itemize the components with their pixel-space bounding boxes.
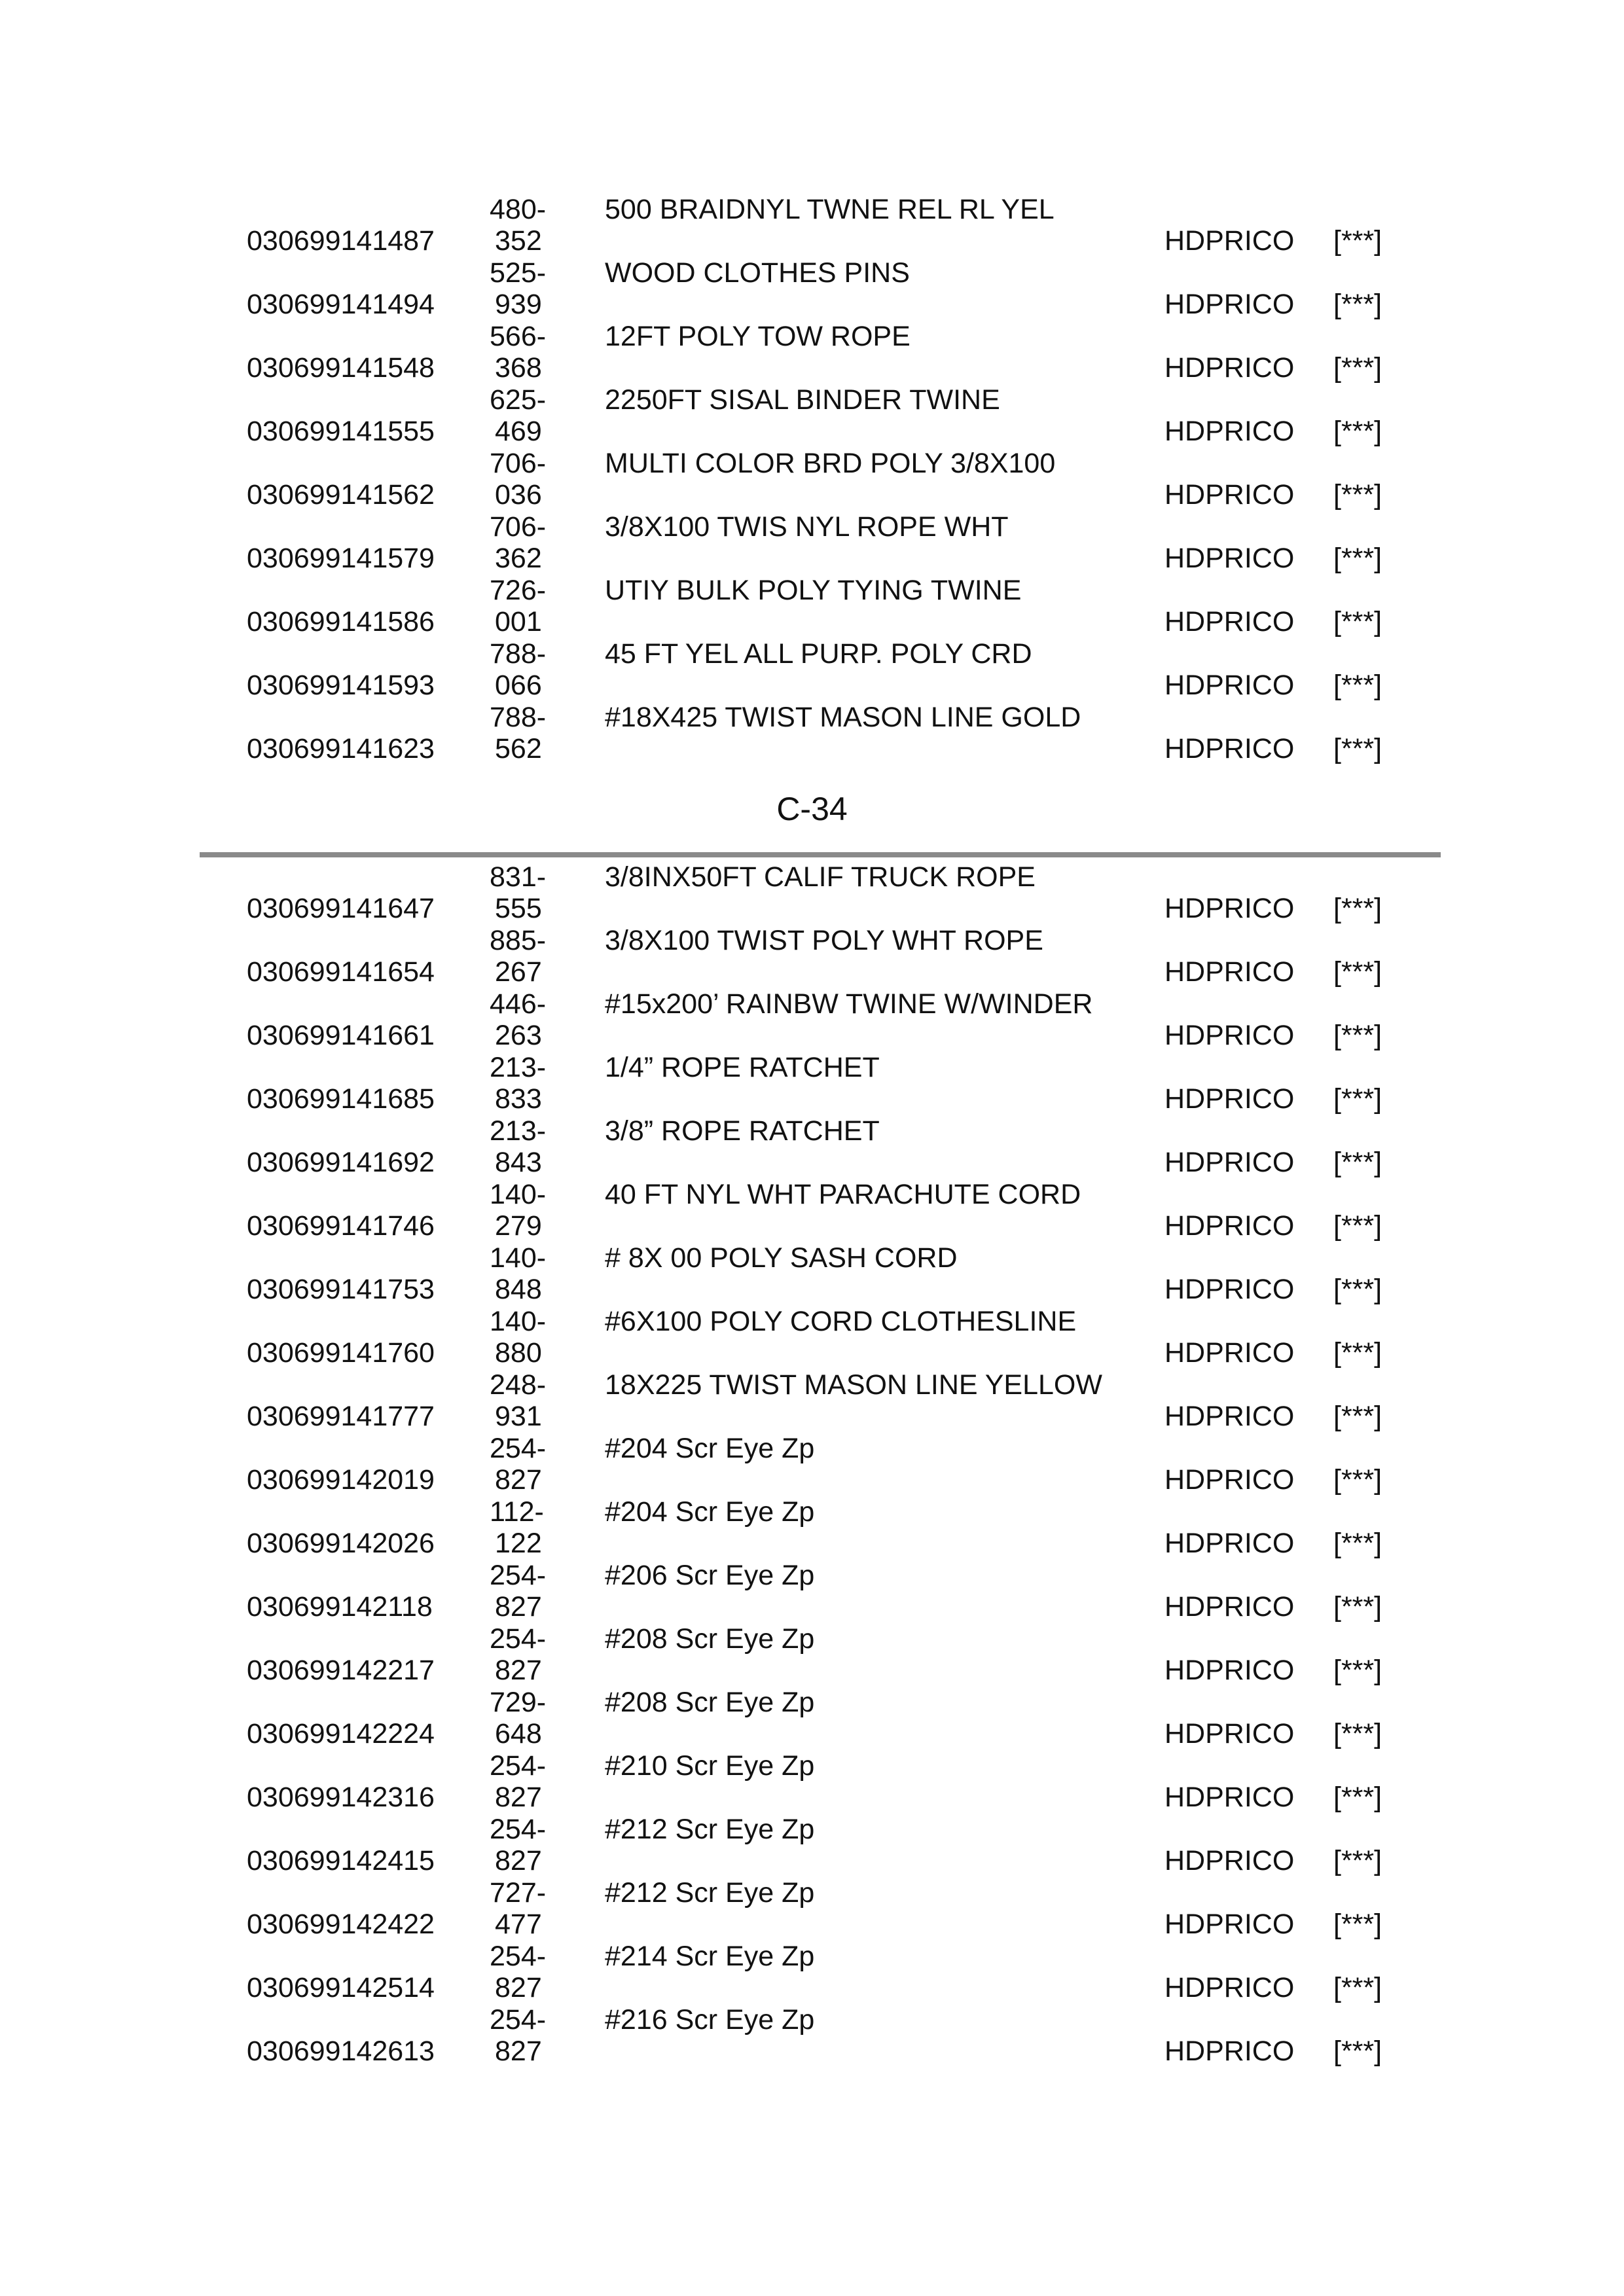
upc-code: 030699142514 <box>247 1972 435 2003</box>
price-value: [***] <box>1333 1591 1382 1623</box>
item-description: 3/8” ROPE RATCHET <box>605 1115 880 1147</box>
item-number-bottom: 001 <box>495 606 542 637</box>
item-number-top: 254- <box>490 1623 547 1655</box>
item-number-top: 254- <box>490 1433 547 1464</box>
item-number-bottom: 066 <box>495 670 542 701</box>
table-row <box>0 448 1624 511</box>
price-value: [***] <box>1333 352 1382 384</box>
vendor-code: HDPRICO <box>1164 1147 1295 1178</box>
item-description: #214 Scr Eye Zp <box>605 1941 815 1972</box>
item-number-top: 254- <box>490 1814 547 1845</box>
item-number-top: 213- <box>490 1052 547 1083</box>
vendor-code: HDPRICO <box>1164 543 1295 574</box>
item-number-bottom: 648 <box>495 1718 542 1749</box>
upc-code: 030699142415 <box>247 1845 435 1876</box>
vendor-code: HDPRICO <box>1164 416 1295 447</box>
item-number-top: 706- <box>490 448 547 479</box>
item-description: 3/8INX50FT CALIF TRUCK ROPE <box>605 861 1036 893</box>
vendor-code: HDPRICO <box>1164 670 1295 701</box>
table-row <box>0 1877 1624 1941</box>
item-description: MULTI COLOR BRD POLY 3/8X100 <box>605 448 1056 479</box>
upc-code: 030699141753 <box>247 1274 435 1305</box>
vendor-code: HDPRICO <box>1164 1083 1295 1115</box>
vendor-code: HDPRICO <box>1164 1782 1295 1813</box>
item-description: #212 Scr Eye Zp <box>605 1877 815 1909</box>
price-value: [***] <box>1333 1845 1382 1876</box>
item-number-top: 140- <box>490 1306 547 1337</box>
vendor-code: HDPRICO <box>1164 225 1295 257</box>
table-row <box>0 321 1624 384</box>
table-row <box>0 1623 1624 1687</box>
item-number-bottom: 843 <box>495 1147 542 1178</box>
table-row <box>0 384 1624 448</box>
upc-code: 030699141579 <box>247 543 435 574</box>
item-number-top: 254- <box>490 1560 547 1591</box>
table-row <box>0 1560 1624 1623</box>
upc-code: 030699141647 <box>247 893 435 924</box>
table-row <box>0 861 1624 925</box>
table-row <box>0 1941 1624 2004</box>
page-number: C-34 <box>776 791 848 827</box>
price-list-section-1 <box>0 194 1624 765</box>
item-description: # 8X 00 POLY SASH CORD <box>605 1242 958 1274</box>
vendor-code: HDPRICO <box>1164 1909 1295 1940</box>
upc-code: 030699141494 <box>247 289 435 320</box>
page-separator-rule <box>200 852 1441 857</box>
item-description: 3/8X100 TWIS NYL ROPE WHT <box>605 511 1009 543</box>
vendor-code: HDPRICO <box>1164 1401 1295 1432</box>
upc-code: 030699141685 <box>247 1083 435 1115</box>
vendor-code: HDPRICO <box>1164 1020 1295 1051</box>
upc-code: 030699141760 <box>247 1337 435 1369</box>
upc-code: 030699141661 <box>247 1020 435 1051</box>
item-number-top: 727- <box>490 1877 547 1909</box>
price-value: [***] <box>1333 1274 1382 1305</box>
table-row <box>0 1052 1624 1115</box>
vendor-code: HDPRICO <box>1164 479 1295 511</box>
vendor-code: HDPRICO <box>1164 893 1295 924</box>
item-number-bottom: 122 <box>495 1528 542 1559</box>
table-row <box>0 1306 1624 1369</box>
vendor-code: HDPRICO <box>1164 352 1295 384</box>
item-description: #6X100 POLY CORD CLOTHESLINE <box>605 1306 1077 1337</box>
item-number-top: 885- <box>490 925 547 956</box>
price-value: [***] <box>1333 1464 1382 1496</box>
item-number-bottom: 555 <box>495 893 542 924</box>
item-number-top: 788- <box>490 702 547 733</box>
price-value: [***] <box>1333 733 1382 764</box>
vendor-code: HDPRICO <box>1164 606 1295 637</box>
item-description: #206 Scr Eye Zp <box>605 1560 815 1591</box>
vendor-code: HDPRICO <box>1164 1972 1295 2003</box>
item-description: #212 Scr Eye Zp <box>605 1814 815 1845</box>
item-number-top: 254- <box>490 1941 547 1972</box>
item-number-bottom: 352 <box>495 225 542 257</box>
price-value: [***] <box>1333 1782 1382 1813</box>
upc-code: 030699141777 <box>247 1401 435 1432</box>
item-number-top: 112- <box>490 1496 544 1528</box>
item-number-bottom: 827 <box>495 1655 542 1686</box>
upc-code: 030699142316 <box>247 1782 435 1813</box>
table-row <box>0 1496 1624 1560</box>
upc-code: 030699142422 <box>247 1909 435 1940</box>
item-number-top: 446- <box>490 988 547 1020</box>
item-number-top: 566- <box>490 321 547 352</box>
price-value: [***] <box>1333 225 1382 257</box>
item-description: #208 Scr Eye Zp <box>605 1623 815 1655</box>
item-number-top: 831- <box>490 861 547 893</box>
table-row <box>0 257 1624 321</box>
upc-code: 030699141654 <box>247 956 435 988</box>
item-number-bottom: 931 <box>495 1401 542 1432</box>
vendor-code: HDPRICO <box>1164 1718 1295 1749</box>
price-list-section-2 <box>0 861 1624 2068</box>
price-value: [***] <box>1333 416 1382 447</box>
item-number-top: 140- <box>490 1179 547 1210</box>
item-number-top: 254- <box>490 2004 547 2036</box>
item-number-bottom: 267 <box>495 956 542 988</box>
price-value: [***] <box>1333 479 1382 511</box>
table-row <box>0 1242 1624 1306</box>
item-number-top: 140- <box>490 1242 547 1274</box>
table-row <box>0 1814 1624 1877</box>
item-number-top: 788- <box>490 638 547 670</box>
vendor-code: HDPRICO <box>1164 1655 1295 1686</box>
upc-code: 030699142026 <box>247 1528 435 1559</box>
item-number-top: 729- <box>490 1687 547 1718</box>
price-value: [***] <box>1333 2036 1382 2067</box>
upc-code: 030699142613 <box>247 2036 435 2067</box>
item-number-top: 726- <box>490 575 547 606</box>
item-description: #18X425 TWIST MASON LINE GOLD <box>605 702 1081 733</box>
price-value: [***] <box>1333 289 1382 320</box>
vendor-code: HDPRICO <box>1164 1274 1295 1305</box>
item-number-bottom: 880 <box>495 1337 542 1369</box>
item-description: #208 Scr Eye Zp <box>605 1687 815 1718</box>
item-number-bottom: 368 <box>495 352 542 384</box>
upc-code: 030699142019 <box>247 1464 435 1496</box>
item-number-top: 254- <box>490 1750 547 1782</box>
item-description: WOOD CLOTHES PINS <box>605 257 910 289</box>
price-value: [***] <box>1333 1528 1382 1559</box>
item-number-bottom: 827 <box>495 1972 542 2003</box>
item-number-bottom: 848 <box>495 1274 542 1305</box>
item-number-top: 525- <box>490 257 547 289</box>
upc-code: 030699141746 <box>247 1210 435 1242</box>
item-description: 3/8X100 TWIST POLY WHT ROPE <box>605 925 1043 956</box>
upc-code: 030699141562 <box>247 479 435 511</box>
item-number-bottom: 827 <box>495 1782 542 1813</box>
table-row <box>0 511 1624 575</box>
table-row <box>0 575 1624 638</box>
upc-code: 030699142118 <box>247 1591 433 1623</box>
upc-code: 030699142224 <box>247 1718 435 1749</box>
item-description: 18X225 TWIST MASON LINE YELLOW <box>605 1369 1102 1401</box>
upc-code: 030699141555 <box>247 416 435 447</box>
item-description: #204 Scr Eye Zp <box>605 1433 815 1464</box>
item-number-top: 706- <box>490 511 547 543</box>
table-row <box>0 194 1624 257</box>
item-number-bottom: 263 <box>495 1020 542 1051</box>
price-value: [***] <box>1333 1337 1382 1369</box>
item-number-top: 248- <box>490 1369 547 1401</box>
vendor-code: HDPRICO <box>1164 2036 1295 2067</box>
item-number-bottom: 362 <box>495 543 542 574</box>
item-number-bottom: 279 <box>495 1210 542 1242</box>
vendor-code: HDPRICO <box>1164 289 1295 320</box>
vendor-code: HDPRICO <box>1164 956 1295 988</box>
vendor-code: HDPRICO <box>1164 733 1295 764</box>
price-value: [***] <box>1333 956 1382 988</box>
item-description: 1/4” ROPE RATCHET <box>605 1052 880 1083</box>
price-value: [***] <box>1333 670 1382 701</box>
item-number-top: 480- <box>490 194 547 225</box>
price-value: [***] <box>1333 1655 1382 1686</box>
item-number-bottom: 477 <box>495 1909 542 1940</box>
price-value: [***] <box>1333 1020 1382 1051</box>
price-value: [***] <box>1333 1147 1382 1178</box>
price-value: [***] <box>1333 1401 1382 1432</box>
table-row <box>0 2004 1624 2068</box>
table-row <box>0 702 1624 765</box>
vendor-code: HDPRICO <box>1164 1464 1295 1496</box>
upc-code: 030699141623 <box>247 733 435 764</box>
item-number-bottom: 562 <box>495 733 542 764</box>
price-value: [***] <box>1333 606 1382 637</box>
item-description: #210 Scr Eye Zp <box>605 1750 815 1782</box>
vendor-code: HDPRICO <box>1164 1210 1295 1242</box>
table-row <box>0 1115 1624 1179</box>
upc-code: 030699141487 <box>247 225 435 257</box>
item-description: 2250FT SISAL BINDER TWINE <box>605 384 1000 416</box>
upc-code: 030699141593 <box>247 670 435 701</box>
table-row <box>0 1750 1624 1814</box>
table-row <box>0 1433 1624 1496</box>
table-row <box>0 925 1624 988</box>
item-description: 40 FT NYL WHT PARACHUTE CORD <box>605 1179 1081 1210</box>
price-value: [***] <box>1333 1718 1382 1749</box>
item-number-bottom: 036 <box>495 479 542 511</box>
vendor-code: HDPRICO <box>1164 1337 1295 1369</box>
item-number-bottom: 827 <box>495 2036 542 2067</box>
price-value: [***] <box>1333 1909 1382 1940</box>
table-row <box>0 638 1624 702</box>
item-number-bottom: 827 <box>495 1845 542 1876</box>
item-number-top: 213- <box>490 1115 547 1147</box>
vendor-code: HDPRICO <box>1164 1845 1295 1876</box>
vendor-code: HDPRICO <box>1164 1591 1295 1623</box>
item-description: 12FT POLY TOW ROPE <box>605 321 911 352</box>
item-number-top: 625- <box>490 384 547 416</box>
upc-code: 030699141692 <box>247 1147 435 1178</box>
item-description: 500 BRAIDNYL TWNE REL RL YEL <box>605 194 1055 225</box>
upc-code: 030699141586 <box>247 606 435 637</box>
price-value: [***] <box>1333 1083 1382 1115</box>
upc-code: 030699142217 <box>247 1655 435 1686</box>
item-description: #216 Scr Eye Zp <box>605 2004 815 2036</box>
price-value: [***] <box>1333 1972 1382 2003</box>
item-number-bottom: 827 <box>495 1464 542 1496</box>
table-row <box>0 1687 1624 1750</box>
table-row <box>0 988 1624 1052</box>
item-description: UTIY BULK POLY TYING TWINE <box>605 575 1022 606</box>
price-value: [***] <box>1333 893 1382 924</box>
item-description: 45 FT YEL ALL PURP. POLY CRD <box>605 638 1032 670</box>
item-number-bottom: 827 <box>495 1591 542 1623</box>
item-number-bottom: 469 <box>495 416 542 447</box>
price-value: [***] <box>1333 1210 1382 1242</box>
vendor-code: HDPRICO <box>1164 1528 1295 1559</box>
item-description: #204 Scr Eye Zp <box>605 1496 815 1528</box>
item-description: #15x200’ RAINBW TWINE W/WINDER <box>605 988 1093 1020</box>
item-number-bottom: 833 <box>495 1083 542 1115</box>
table-row <box>0 1179 1624 1242</box>
item-number-bottom: 939 <box>495 289 542 320</box>
upc-code: 030699141548 <box>247 352 435 384</box>
table-row <box>0 1369 1624 1433</box>
price-value: [***] <box>1333 543 1382 574</box>
